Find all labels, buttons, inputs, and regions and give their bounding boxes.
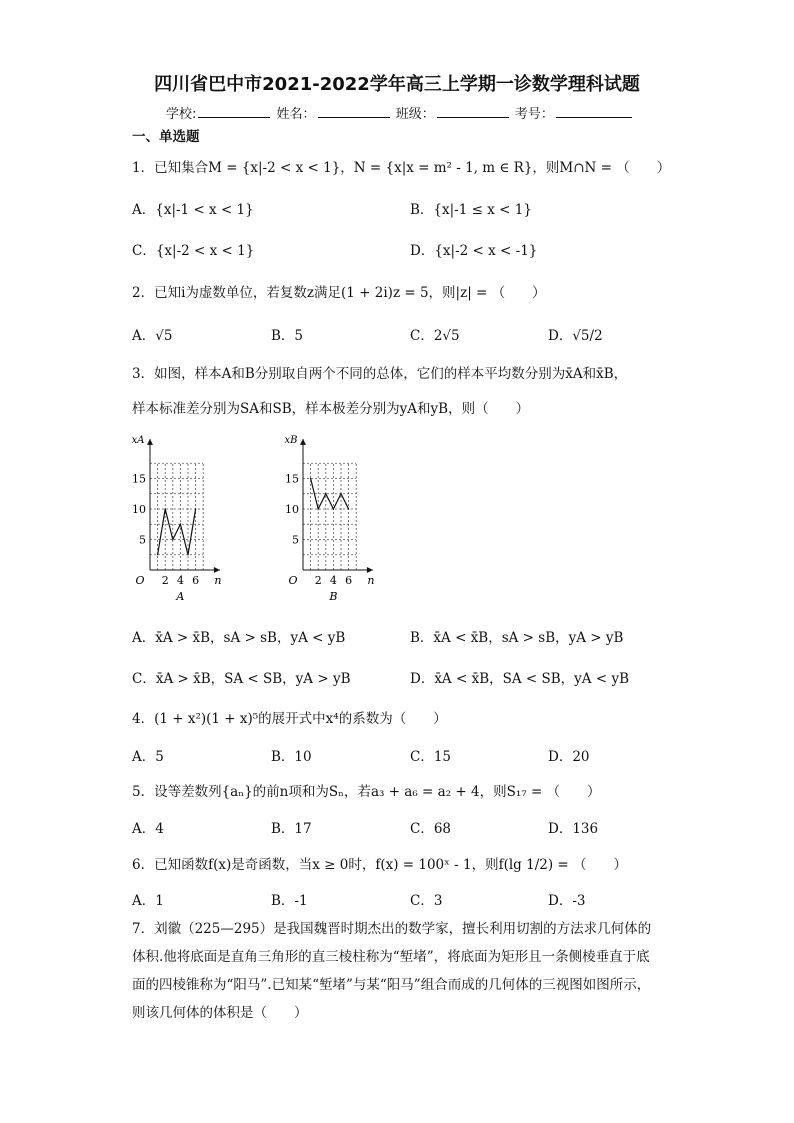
question-3-stem-line-2: 样本标准差分别为SA和SB，样本极差分别为yA和yB，则（ ） (132, 401, 530, 417)
question-4-option-d[interactable]: D．20 (548, 749, 590, 765)
chart-a-x-tick-label: 6 (192, 574, 200, 587)
chart-b-x-tick-label: 6 (345, 574, 353, 587)
chart-b (285, 435, 375, 603)
question-4-option-a[interactable]: A．5 (132, 749, 164, 765)
question-5-option-b[interactable]: B．17 (271, 821, 312, 837)
chart-a-y-arrow (147, 439, 153, 445)
question-3-stem: 3．如图，样本A和B分别取自两个不同的总体，它们的样本平均数分别为x̄A和x̄B， (132, 366, 628, 382)
chart-a-data-point (180, 524, 181, 525)
chart-a-data-point (157, 554, 158, 555)
question-1-option-a[interactable]: A．{x|-1 < x < 1} (132, 202, 254, 218)
chart-b-y-tick-label: 15 (285, 472, 299, 486)
chart-b-data-point (348, 508, 349, 509)
chart-b-chart-label: B (329, 590, 338, 603)
chart-b-origin-label: O (288, 574, 298, 587)
question-6-option-b[interactable]: B．-1 (271, 893, 308, 909)
question-1-stem: 1．已知集合M = {x|-2 < x < 1}，N = {x|x = m² - 1, m ∈ R}，则M∩N = （ ） (132, 160, 671, 176)
chart-b-x-tick-label: 4 (329, 574, 337, 587)
question-3-option-d[interactable]: D．x̄A < x̄B，SA < SB，yA < yB (410, 671, 629, 687)
chart-a-y-axis-label: xA (131, 434, 145, 446)
question-2-option-a[interactable]: A．√5 (132, 328, 173, 344)
question-7-stem: 7．刘徽（225—295）是我国魏晋时期杰出的数学家，擅长利用切割的方法求几何体的体积.他将底面是直角三角形的直三棱柱称为“堑堵”，将底面为矩形且一条侧棱垂直于底面的四棱锥称为“阳马”.已知某“堑堵”与某“阳马”组合而成的几何体的三视图如图所示，则该几何体的体积是（ ） (132, 921, 652, 1021)
chart-b-x-axis-label: n (367, 574, 375, 587)
number-label: 考号： (514, 107, 554, 122)
question-6-option-d[interactable]: D．-3 (548, 893, 586, 909)
chart-a-data-point (195, 508, 196, 509)
question-5-option-d[interactable]: D．136 (548, 821, 599, 837)
question-3-option-c[interactable]: C．x̄A > x̄B，SA < SB，yA > yB (132, 671, 351, 687)
question-2-option-b[interactable]: B．5 (271, 328, 304, 344)
student-info (166, 103, 634, 122)
chart-b-data-point (310, 478, 311, 479)
chart-b-data-point (318, 508, 319, 509)
chart-b-x-tick-label: 2 (314, 574, 322, 587)
question-5-stem: 5．设等差数列{aₙ}的前n项和为Sₙ，若a₃ + a₆ = a₂ + 4，则S₁₇ = （ ） (132, 784, 601, 800)
name-label: 姓名： (276, 107, 316, 122)
chart-a-data-point (165, 508, 166, 509)
question-2-option-d[interactable]: D．√5/2 (548, 328, 603, 344)
chart-b-y-axis-label: xB (284, 434, 298, 446)
number-field[interactable] (556, 105, 632, 118)
school-field[interactable] (198, 105, 270, 118)
chart-a-x-arrow (214, 567, 220, 573)
question-2-option-c[interactable]: C．2√5 (410, 328, 460, 344)
question-4-option-c[interactable]: C．15 (410, 749, 452, 765)
chart-b-y-arrow (300, 439, 306, 445)
chart-a-y-tick-label: 5 (139, 533, 146, 547)
chart-a-x-axis-label: n (214, 574, 222, 587)
chart-b-data-point (340, 493, 341, 494)
chart-b-x-arrow (367, 567, 373, 573)
question-6-option-c[interactable]: C．3 (410, 893, 443, 909)
question-5-option-c[interactable]: C．68 (410, 821, 452, 837)
question-4-stem: 4．(1 + x²)(1 + x)⁵的展开式中x⁴的系数为（ ） (132, 711, 447, 727)
question-2-stem: 2．已知i为虚数单位，若复数z满足(1 + 2i)z = 5，则|z| = （ ） (132, 285, 546, 301)
school-label: 学校: (166, 107, 197, 122)
chart-a-x-tick-label: 2 (161, 574, 169, 587)
chart-a-y-tick-label: 15 (132, 472, 146, 486)
chart-b-data-point (325, 493, 326, 494)
question-6-stem: 6．已知函数f(x)是奇函数，当x ≥ 0时，f(x) = 100ˣ - 1，则f(lg 1/2) = （ ） (132, 857, 627, 873)
chart-a-data-point (172, 539, 173, 540)
chart-a-series-line (158, 509, 196, 555)
chart-a-x-tick-label: 4 (176, 574, 184, 587)
chart-b-y-tick-label: 10 (285, 503, 299, 516)
question-4-option-b[interactable]: B．10 (271, 749, 312, 765)
chart-a-origin-label: O (135, 574, 145, 587)
section-heading: 一、单选题 (132, 129, 200, 145)
chart-b-y-tick-label: 5 (292, 533, 299, 547)
chart-a-y-tick-label: 10 (132, 503, 146, 516)
chart-a-chart-label: A (176, 590, 185, 603)
class-label: 班级： (395, 107, 435, 122)
question-1-option-c[interactable]: C．{x|-2 < x < 1} (132, 243, 255, 259)
chart-b-data-point (333, 508, 334, 509)
question-6-option-a[interactable]: A．1 (132, 893, 164, 909)
name-field[interactable] (318, 105, 390, 118)
question-1-option-b[interactable]: B．{x|-1 ≤ x < 1} (410, 202, 532, 218)
question-3-option-b[interactable]: B．x̄A < x̄B，sA > sB，yA > yB (410, 630, 624, 646)
page-title: 四川省巴中市2021-2022学年高三上学期一诊数学理科试题 (154, 74, 640, 95)
question-5-option-a[interactable]: A．4 (132, 821, 164, 837)
question-3-figure (130, 430, 450, 605)
chart-a (132, 435, 222, 603)
question-1-option-d[interactable]: D．{x|-2 < x < -1} (410, 243, 538, 259)
class-field[interactable] (437, 105, 509, 118)
question-3-option-a[interactable]: A．x̄A > x̄B，sA > sB，yA < yB (132, 630, 346, 646)
chart-a-data-point (187, 554, 188, 555)
